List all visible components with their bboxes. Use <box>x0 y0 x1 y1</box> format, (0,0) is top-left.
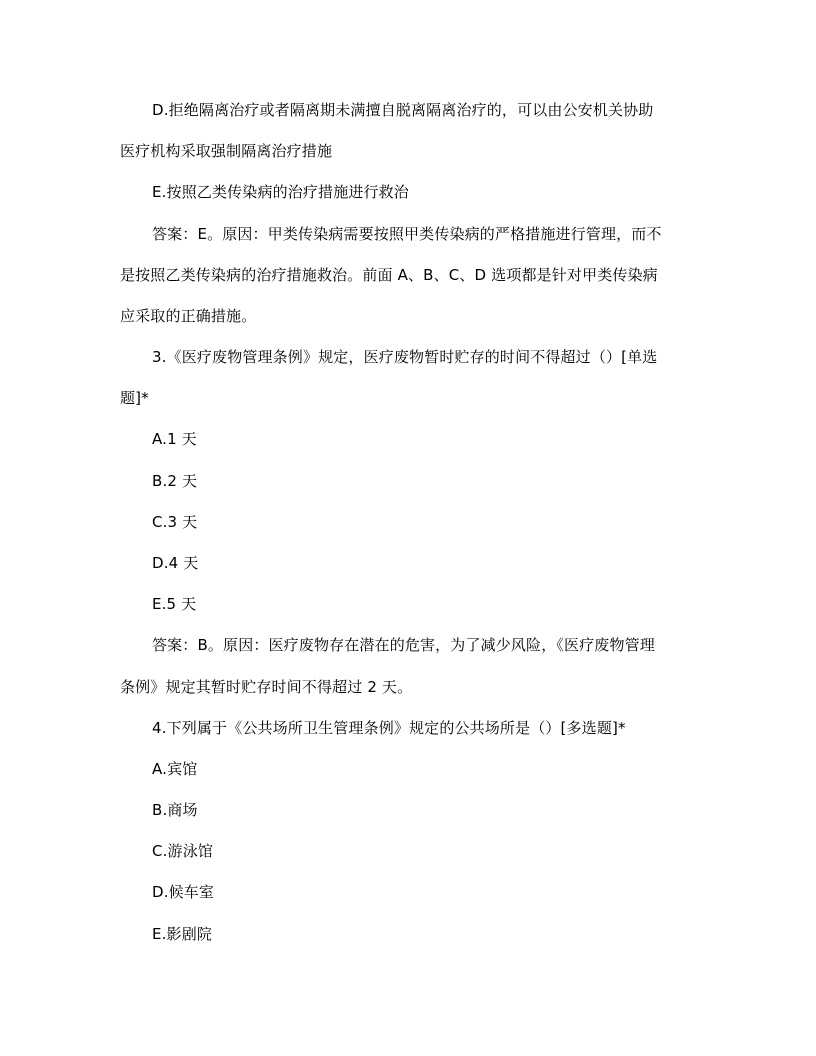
q3-answer-line2: 条例》规定其暂时贮存时间不得超过 2 天。 <box>120 678 413 696</box>
q2-answer-line2: 是按照乙类传染病的治疗措施救治。前面 A、B、C、D 选项都是针对甲类传染病 <box>120 266 658 284</box>
q3-option-a: A.1 天 <box>152 430 197 448</box>
q3-option-d: D.4 天 <box>152 554 199 572</box>
q4-question: 4.下列属于《公共场所卫生管理条例》规定的公共场所是（）[多选题]* <box>152 719 626 737</box>
q4-option-d: D.候车室 <box>152 883 215 901</box>
q2-option-e: E.按照乙类传染病的治疗措施进行救治 <box>152 183 409 201</box>
q2-answer-line1: 答案：E。原因：甲类传染病需要按照甲类传染病的严格措施进行管理，而不 <box>152 225 662 243</box>
q4-option-b: B.商场 <box>152 801 198 819</box>
q3-answer-line1: 答案：B。原因：医疗废物存在潜在的危害，为了减少风险，《医疗废物管理 <box>152 636 655 654</box>
q3-option-c: C.3 天 <box>152 513 198 531</box>
q3-question-line2: 题]* <box>120 389 149 407</box>
q4-option-c: C.游泳馆 <box>152 842 213 860</box>
q3-question-line1: 3.《医疗废物管理条例》规定，医疗废物暂时贮存的时间不得超过（）[单选 <box>152 348 658 366</box>
q4-option-a: A.宾馆 <box>152 760 198 778</box>
q2-answer-line3: 应采取的正确措施。 <box>120 307 257 325</box>
q3-option-e: E.5 天 <box>152 595 197 613</box>
q3-option-b: B.2 天 <box>152 472 198 490</box>
q2-option-d-line1: D.拒绝隔离治疗或者隔离期未满擅自脱离隔离治疗的，可以由公安机关协助 <box>152 101 654 119</box>
q2-option-d-line2: 医疗机构采取强制隔离治疗措施 <box>120 142 333 160</box>
q4-option-e: E.影剧院 <box>152 925 212 943</box>
